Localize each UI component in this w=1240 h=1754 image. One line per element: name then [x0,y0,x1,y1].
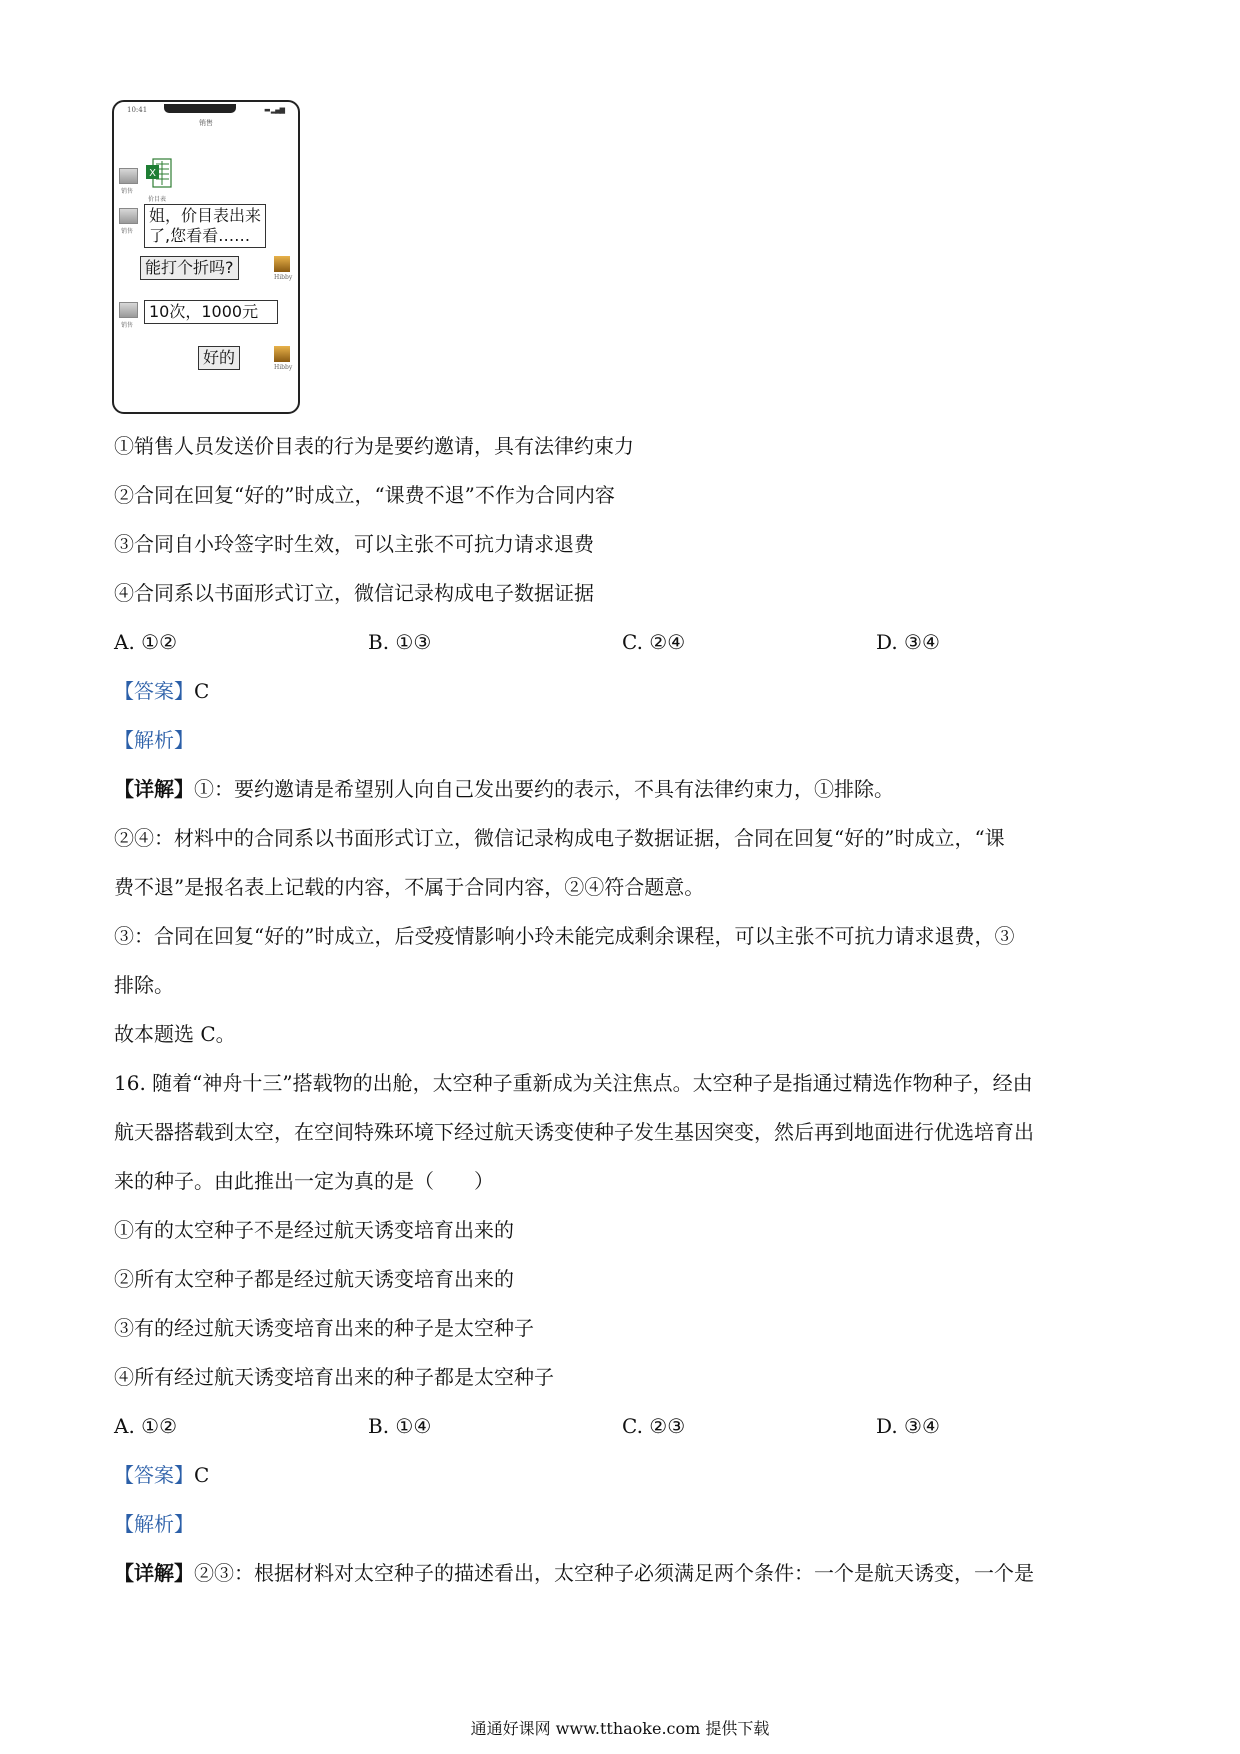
detail-text: ①：要约邀请是希望别人向自己发出要约的表示，不具有法律约束力，①排除。 [194,777,894,801]
message-line: 姐，价目表出来 [149,206,262,225]
q16-statement-1: ①有的太空种子不是经过航天诱变培育出来的 [114,1218,514,1242]
sender-avatar [119,302,138,318]
choice-d: D. ③④ [876,630,940,654]
excel-file-icon [146,158,172,188]
q15-statement-4: ④合同系以书面形式订立，微信记录构成电子数据证据 [114,581,594,605]
status-time: 10:41 [127,106,148,114]
q15-answer [114,677,209,705]
q16-analysis-tag: 【解析】 [114,1512,194,1536]
q15-detail-2b: 费不退”是报名表上记载的内容，不属于合同内容，②④符合题意。 [114,875,705,899]
answer-tag: 【答案】 [114,679,194,703]
sender-avatar [119,168,138,184]
signal-battery-icon: ▬ ▂▄▆ [264,106,284,114]
choice-a: A. ①② [114,1414,178,1438]
detail-tag: 【详解】 [114,777,194,801]
answer-tag: 【答案】 [114,1463,194,1487]
chat-bubble-sender [144,204,266,248]
q15-detail-2a: ②④：材料中的合同系以书面形式订立，微信记录构成电子数据证据，合同在回复“好的”时成立，“课 [114,826,1005,850]
q15-conclusion: 故本题选 C。 [114,1022,236,1046]
chat-title: 销售 [199,119,213,127]
message-line: 了,您看看…… [149,226,251,245]
choice-c: C. ②④ [622,630,686,654]
sender-label: 销售 [121,322,134,329]
q16-statement-4: ④所有经过航天诱变培育出来的种子都是太空种子 [114,1365,554,1389]
chat-bubble-me: 能打个折吗? [140,256,239,280]
file-name-label: 价目表 [148,196,167,203]
my-avatar [274,346,290,362]
q15-choices [114,628,1014,656]
me-label: Hibby [274,364,293,371]
q16-stem-2: 航天器搭载到太空，在空间特殊环境下经过航天诱变使种子发生基因突变，然后再到地面进行优选培育出 [114,1120,1034,1144]
sender-label: 销售 [121,228,134,235]
q16-statement-3: ③有的经过航天诱变培育出来的种子是太空种子 [114,1316,534,1340]
choice-b: B. ①③ [368,630,432,654]
answer-value: C [194,1463,210,1487]
choice-b: B. ①④ [368,1414,432,1438]
phone-chat-image [112,100,300,414]
my-avatar [274,256,290,272]
chat-bubble-me: 好的 [198,346,240,370]
q15-analysis-tag: 【解析】 [114,728,194,752]
q15-statement-2: ②合同在回复“好的”时成立，“课费不退”不作为合同内容 [114,483,615,507]
q16-stem-3: 来的种子。由此推出一定为真的是（ ） [114,1169,494,1193]
choice-c: C. ②③ [622,1414,686,1438]
q15-detail-3b: 排除。 [114,973,174,997]
q16-answer [114,1461,209,1489]
choice-a: A. ①② [114,630,178,654]
detail-text: ②③：根据材料对太空种子的描述看出，太空种子必须满足两个条件：一个是航天诱变，一个是 [194,1561,1034,1585]
q16-choices [114,1412,1014,1440]
q15-statement-3: ③合同自小玲签字时生效，可以主张不可抗力请求退费 [114,532,594,556]
q16-detail-1 [114,1559,1034,1587]
q16-statement-2: ②所有太空种子都是经过航天诱变培育出来的 [114,1267,514,1291]
q15-detail-3a: ③：合同在回复“好的”时成立，后受疫情影响小玲未能完成剩余课程，可以主张不可抗力请求退费，③ [114,924,1015,948]
q15-detail-1 [114,775,894,803]
q15-statement-1: ①销售人员发送价目表的行为是要约邀请，具有法律约束力 [114,434,634,458]
q16-stem-1: 16. 随着“神舟十三”搭载物的出舱，太空种子重新成为关注焦点。太空种子是指通过精选作物种子，经由 [114,1071,1033,1095]
sender-avatar [119,208,138,224]
sender-label: 销售 [121,188,134,195]
chat-bubble-sender: 10次，1000元 [144,300,278,324]
phone-notch [164,104,236,113]
footer-source: 通通好课网 www.tthaoke.com 提供下载 [470,1719,770,1738]
svg-text:X: X [149,168,156,179]
detail-tag: 【详解】 [114,1561,194,1585]
choice-d: D. ③④ [876,1414,940,1438]
answer-value: C [194,679,210,703]
me-label: Hibby [274,274,293,281]
